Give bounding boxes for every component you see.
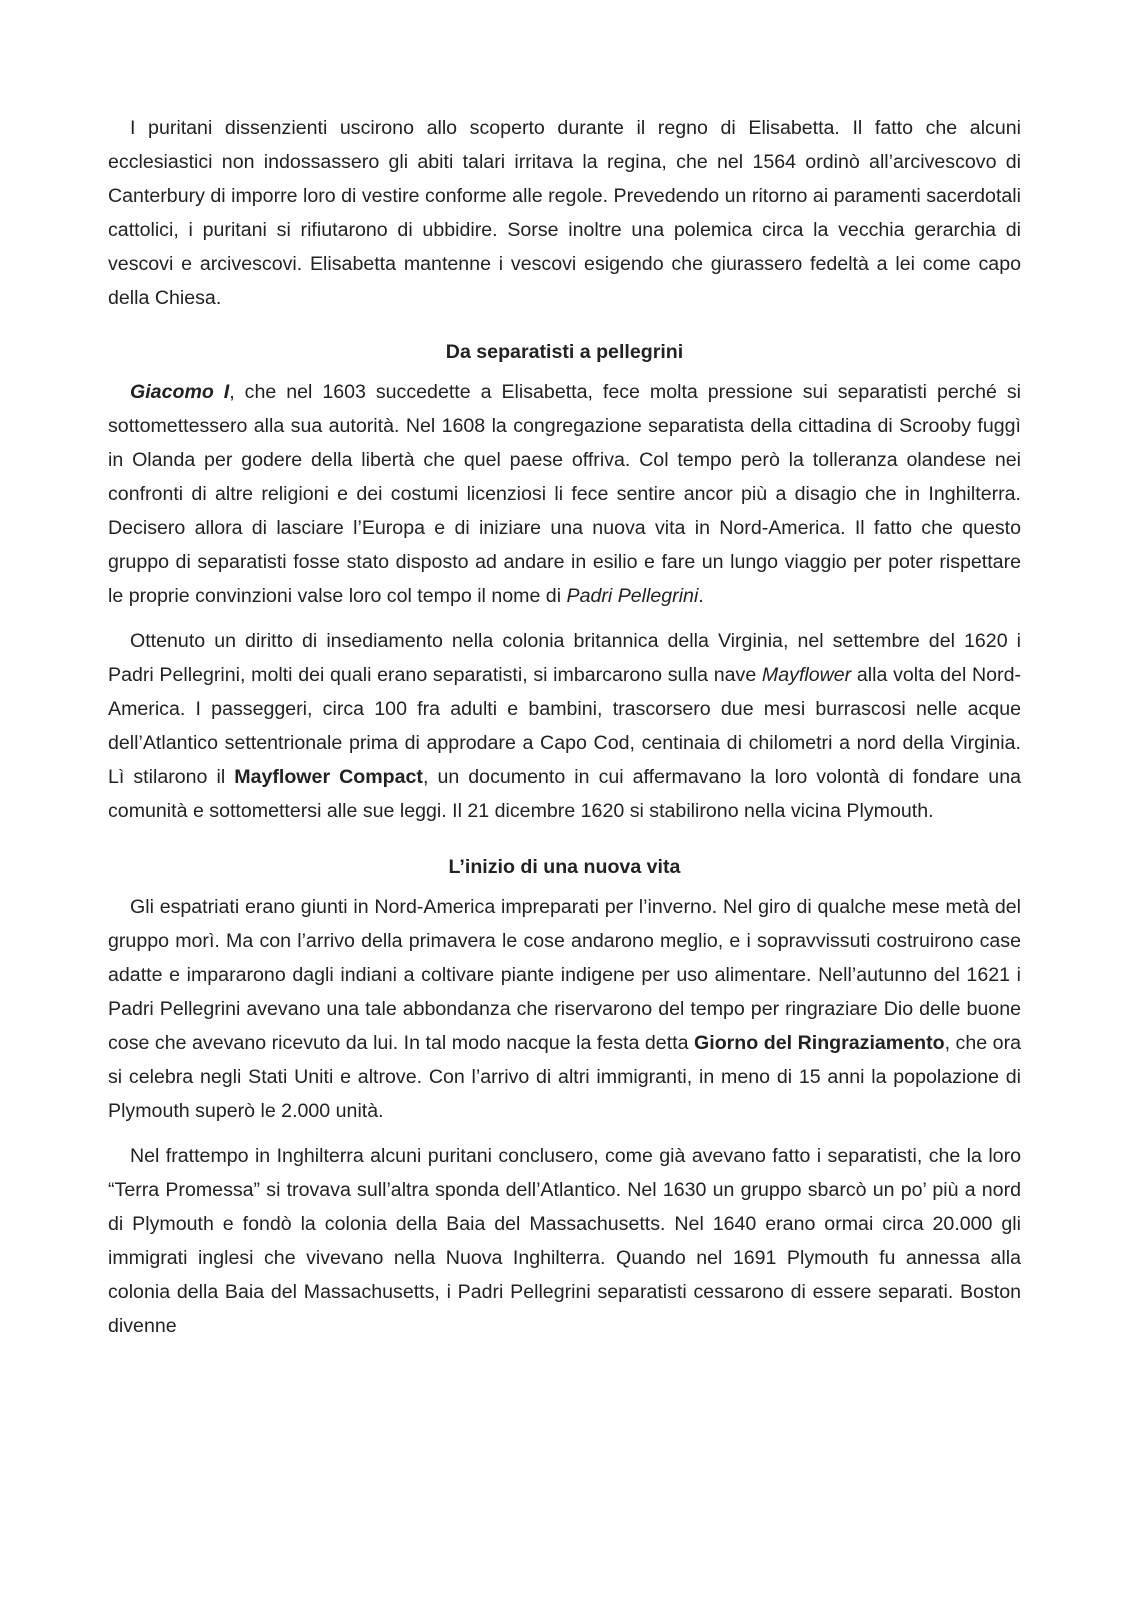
mayflower-emphasis: Mayflower [761, 664, 852, 686]
paragraph-giacomo-i-text: , che nel 1603 succedette a Elisabetta, fece molta pressione sui separatisti perché si sottomettessero alla sua autorità. Nel 1608 la congregazione separatista della cittadina di Scrooby fuggì in Olanda per godere della libertà che quel paese offriva. Col tempo però la tolleranza olandese nei confronti di altre religioni e dei costumi licenziosi li fece sentire ancor più a disagio che in Inghilterra. Decisero allora di lasciare l’Europa e di iniziare una nuova vita in Nord-America. Il fatto che questo gruppo di separatisti fosse stato disposto ad andare in esilio e fare un lungo viaggio per poter rispettare le proprie convinzioni valse loro col tempo il nome di [108, 381, 1021, 607]
heading-inizio-nuova-vita: L’inizio di una nuova vita [448, 856, 681, 878]
paragraph-mayflower-text-1: Ottenuto un diritto di insediamento nella colonia britannica della Virginia, nel settembre del 1620 i Padri Pellegrini, molti dei quali erano separatisti, si imbarcarono sulla nave [108, 630, 1021, 686]
paragraph-puritani-elisabetta: I puritani dissenzienti uscirono allo scoperto durante il regno di Elisabetta. Il fatto che alcuni ecclesiastici non indossassero gli abiti talari irritava la regina, che nel 1564 ordinò all’arcivescovo di Canterbury di imporre loro di vestire conforme alle regole. Prevedendo un ritorno ai paramenti sacerdotali cattolici, i puritani si rifiutarono di ubbidire. Sorse inoltre una polemica circa la vecchia gerarchia di vescovi e arcivescovi. Elisabetta mantenne i vescovi esigendo che giurassero fedeltà a lei come capo della Chiesa. [108, 117, 1021, 309]
paragraph-giacomo-i [108, 375, 1021, 613]
paragraph-mayflower-text-2: alla volta del Nord-America. I passeggeri, circa 100 fra adulti e bambini, trascorsero due mesi burrascosi nelle acque dell’Atlantico settentrionale prima di approdare a Capo Cod, centinaia di chilometri a nord della Virginia. Lì stilarono il [108, 664, 1021, 788]
giacomo-i-emphasis: Giacomo I [130, 381, 230, 403]
paragraph-espatriati-text-1: Gli espatriati erano giunti in Nord-America impreparati per l’inverno. Nel giro di qualche mese metà del gruppo morì. Ma con l’arrivo della primavera le cose andarono meglio, e i sopravvissuti costruirono case adatte e impararono dagli indiani a coltivare piante indigene per uso alimentare. Nell’autunno del 1621 i Padri Pellegrini avevano una tale abbondanza che riservarono del tempo per ringraziare Dio delle buone cose che avevano ricevuto da lui. In tal modo nacque la festa detta [108, 896, 1021, 1054]
padri-pellegrini-emphasis: Padri Pellegrini [566, 585, 699, 607]
paragraph-espatriati [108, 890, 1021, 1128]
giorno-ringraziamento-emphasis: Giorno del Ringraziamento [694, 1032, 945, 1054]
paragraph-mayflower [108, 624, 1021, 828]
paragraph-mayflower-text-3: , un documento in cui affermavano la loro volontà di fondare una comunità e sottomettersi alle sue leggi. Il 21 dicembre 1620 si stabilirono nella vicina Plymouth. [108, 766, 1021, 822]
paragraph-terra-promessa: Nel frattempo in Inghilterra alcuni puritani conclusero, come già avevano fatto i separatisti, che la loro “Terra Promessa” si trovava sull’altra sponda dell’Atlantico. Nel 1630 un gruppo sbarcò un po’ più a nord di Plymouth e fondò la colonia della Baia del Massachusetts. Nel 1640 erano ormai circa 20.000 gli immigrati inglesi che vivevano nella Nuova Inghilterra. Quando nel 1691 Plymouth fu annessa alla colonia della Baia del Massachusetts, i Padri Pellegrini separatisti cessarono di essere separati. Boston divenne [108, 1145, 1021, 1337]
heading-da-separatisti-a-pellegrini: Da separatisti a pellegrini [445, 341, 684, 363]
mayflower-compact-emphasis: Mayflower Compact [234, 766, 423, 788]
paragraph-giacomo-i-end: . [698, 585, 704, 607]
paragraph-espatriati-text-2: , che ora si celebra negli Stati Uniti e altrove. Con l’arrivo di altri immigranti, in meno di 15 anni la popolazione di Plymouth superò le 2.000 unità. [108, 1032, 1021, 1122]
